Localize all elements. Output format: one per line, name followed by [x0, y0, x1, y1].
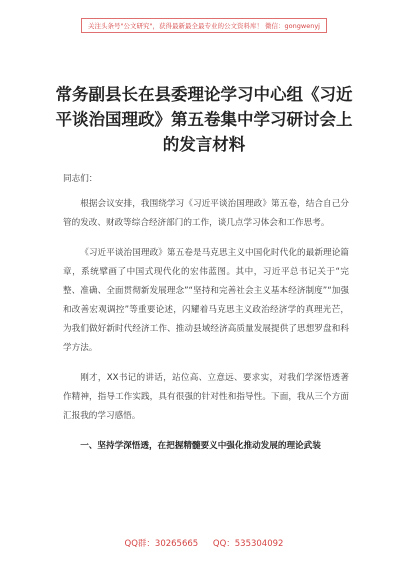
- qq-group: QQ群：30265665: [124, 539, 199, 549]
- paragraph: 《习近平谈治国理政》第五卷是马克思主义中国化时代化的最新理论篇章，系统擘画了中国式现代化的宏伟蓝图。其中，习近平总书记关于“完整、准确、全面贯彻新发展理念”“坚持和完善社会主义基本经济制度”“加强和改善宏观调控”等重要论述，闪耀着马克思主义政治经济学的真理光芒，为我们做好新时代经济工作、推动县域经济高质量发展提供了思想罗盘和科学方法。: [63, 248, 349, 353]
- paragraph: 刚才，XX书记的讲话，站位高、立意远、要求实，对我们学深悟透著作精神，指导工作实践，具有很强的针对性和指导性。下面，我从三个方面汇报我的学习感悟。: [63, 373, 349, 421]
- qq-number: QQ：535304092: [212, 539, 284, 549]
- section-heading: 一、坚持学深悟透，在把握精髓要义中强化推动发展的理论武装: [80, 441, 321, 451]
- salutation: 同志们：: [63, 174, 98, 184]
- promo-banner: 关注头条号"公文研究"，获得最新最全最专业的公文资料库！ 微信：gongwenyj: [81, 18, 327, 33]
- footer-contact: [0, 537, 408, 549]
- document-body: [63, 170, 349, 467]
- paragraph: 根据会议安排，我围绕学习《习近平谈治国理政》第五卷，结合自己分管的发改、财政等综合经济部门的工作，谈几点学习体会和工作思考。: [63, 199, 349, 228]
- document-title: 常务副县长在县委理论学习中心组《习近平谈治国理政》第五卷集中学习研讨会上的发言材料: [55, 85, 353, 154]
